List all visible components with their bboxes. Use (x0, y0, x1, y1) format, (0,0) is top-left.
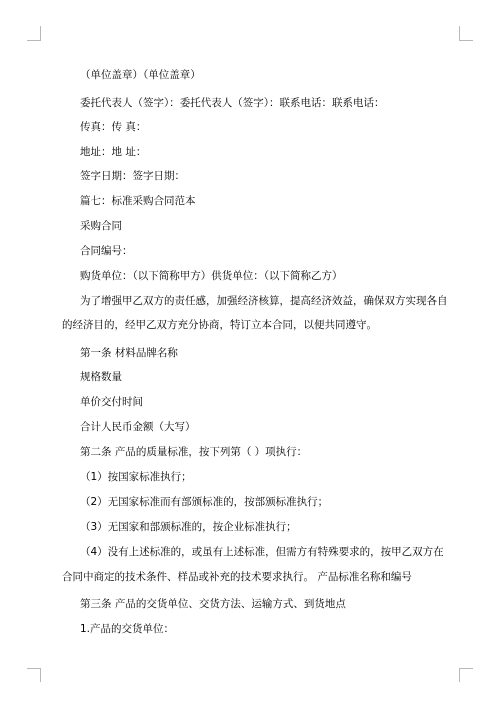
text-line: 签字日期：签字日期： (80, 170, 185, 182)
text-line: 合同中商定的技术条件、样品或补充的技术要求执行。 产品标准名称和编号 (62, 571, 412, 583)
text-line: （1）按国家标准执行； (80, 471, 192, 483)
text-line: 规格数量 (80, 371, 122, 383)
text-line: （3）无国家和部颁标准的，按企业标准执行； (80, 521, 297, 533)
text-line: 1.产品的交货单位： (80, 623, 175, 635)
text-line: （4）没有上述标准的，或虽有上述标准，但需方有特殊要求的，按甲乙双方在 (80, 546, 444, 558)
text-line: 第一条 材料品牌名称 (80, 347, 178, 359)
text-line: （2）无国家标准而有部颁标准的，按部颁标准执行； (80, 496, 329, 508)
crop-mark-top-right-vertical (459, 26, 460, 40)
text-line: 委托代表人（签字）：委托代表人（签字）：联系电话：联系电话： (80, 97, 385, 109)
crop-mark-bottom-right-horizontal (459, 668, 473, 669)
text-line: 传真：传 真： (80, 121, 147, 133)
text-line: 采购合同 (80, 220, 122, 232)
text-line: 购货单位：（以下简称甲方）供货单位：（以下简称乙方） (80, 270, 343, 282)
text-line: 的经济目的，经甲乙双方充分协商，特订立本合同，以便共同遵守。 (62, 319, 377, 331)
crop-mark-bottom-left-vertical (40, 668, 41, 682)
text-line: 第三条 产品的交货单位、交货方法、运输方式、到货地点 (80, 598, 346, 610)
text-line: 合同编号： (80, 245, 133, 257)
crop-mark-top-left-horizontal (27, 40, 41, 41)
text-line: 为了增强甲乙双方的责任感，加强经济核算，提高经济效益，确保双方实现各自 (80, 295, 448, 307)
text-line: 单价交付时间 (80, 396, 143, 408)
crop-mark-top-left-vertical (40, 26, 41, 40)
crop-mark-bottom-right-vertical (459, 668, 460, 682)
crop-mark-bottom-left-horizontal (27, 668, 41, 669)
crop-mark-top-right-horizontal (459, 40, 473, 41)
text-line: 篇七：标准采购合同范本 (80, 195, 196, 207)
text-line: 第二条 产品的质量标准，按下列第（ ）项执行： (80, 446, 308, 458)
text-line: 合计人民币金额（大写） (80, 421, 196, 433)
text-line: （单位盖章）（单位盖章） (80, 69, 201, 81)
text-line: 地址：地 址： (80, 146, 147, 158)
